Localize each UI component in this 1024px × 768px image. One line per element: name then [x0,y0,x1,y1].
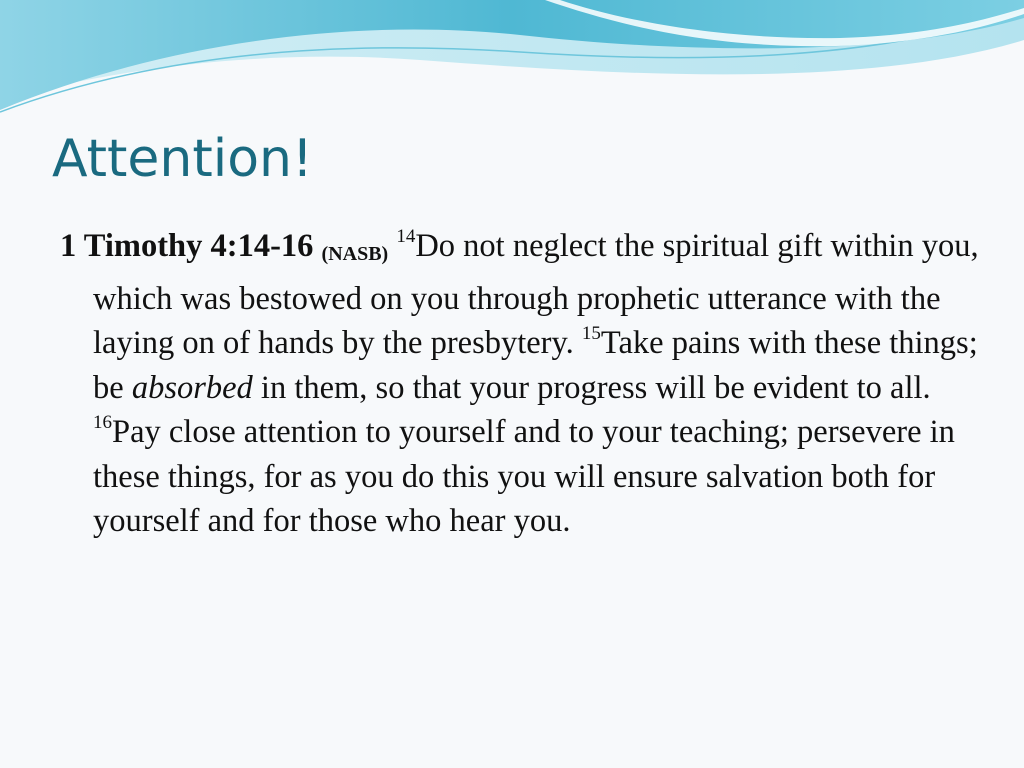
verse-text-15-after: in them, so that your progress will be evident to all. [252,369,931,406]
slide-title: Attention! [52,129,313,189]
verse-text-16: Pay close attention to yourself and to your teaching; persevere in these things, for as you do this you will ensure salvation both for yourself and for those who hear you. [93,414,955,539]
verse-number-15: 15 [581,323,601,344]
bible-version: (NASB) [321,243,389,265]
verse-number-16: 16 [93,412,112,433]
scripture-passage [60,224,993,544]
verse-text-14: Do not neglect the spiritual gift within you, which was bestowed on you through prophetic utterance with the laying on of hands by the presbytery. [93,228,979,361]
verse-text-15-before: Take pains with these things; be [93,325,978,406]
verse-text-15-emphasis: absorbed [131,369,253,406]
scripture-reference: 1 Timothy 4:14-16 [60,228,314,264]
header-wave-decoration [0,0,1024,130]
verse-number-14: 14 [396,226,416,247]
